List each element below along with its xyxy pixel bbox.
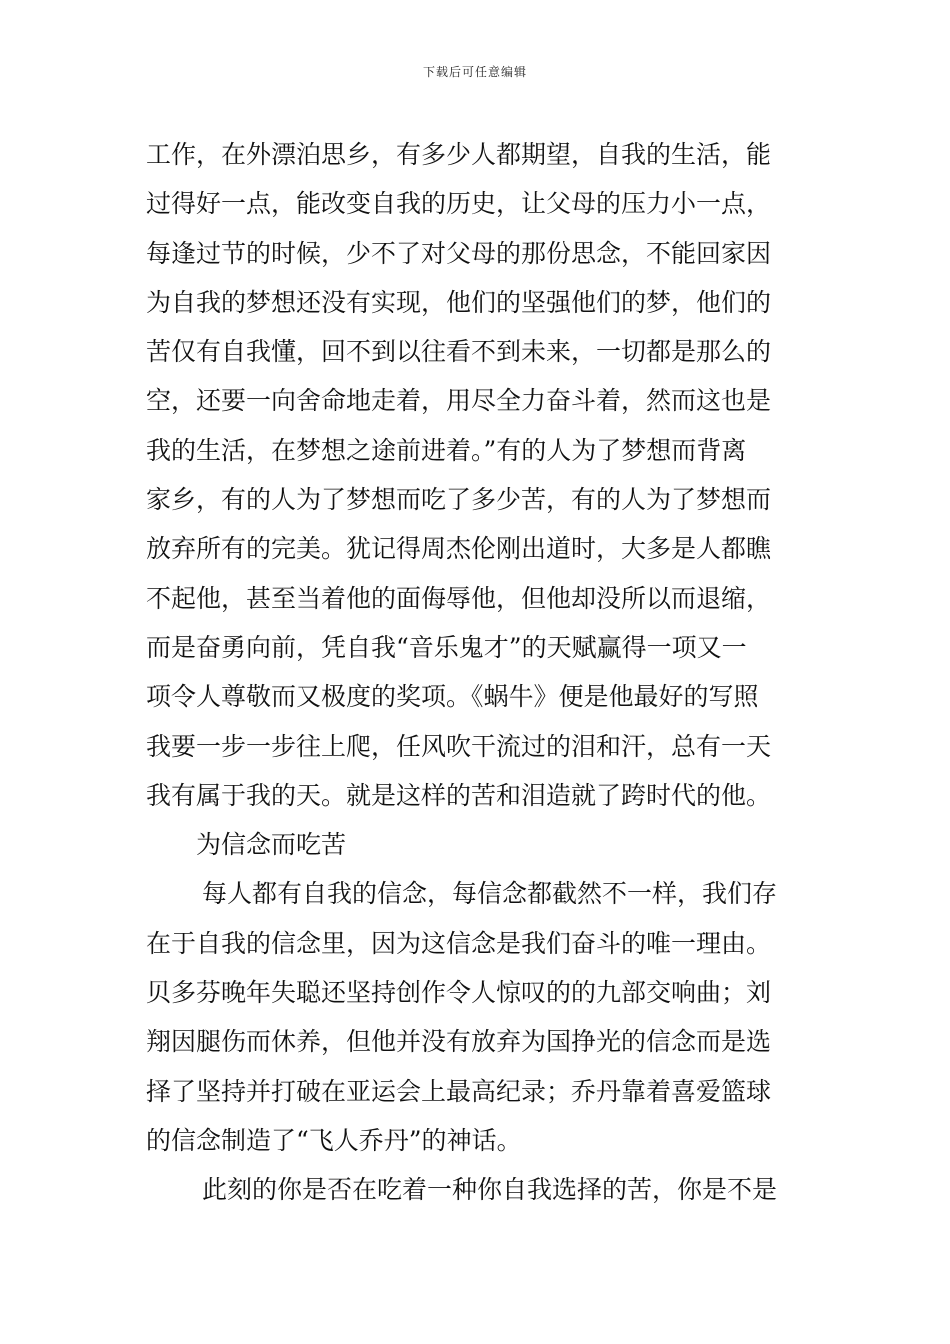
text-line: 每逢过节的时候，少不了对父母的那份思念，不能回家因 (146, 238, 772, 268)
text-line: 家乡，有的人为了梦想而吃了多少苦，有的人为了梦想而 (146, 485, 772, 515)
body-text (146, 130, 810, 1215)
text-line: 苦仅有自我懂，回不到以往看不到未来，一切都是那么的 (146, 337, 772, 367)
text-line: 择了坚持并打破在亚运会上最高纪录；乔丹靠着喜爱篮球 (146, 1076, 772, 1106)
text-line: 的信念制造了“飞人乔丹”的神话。 (146, 1125, 522, 1155)
section-heading: 为信念而吃苦 (196, 830, 347, 860)
text-line: 我的生活，在梦想之途前进着。”有的人为了梦想而背离 (146, 435, 747, 465)
text-line: 我要一步一步往上爬，任风吹干流过的泪和汗，总有一天 (146, 731, 772, 761)
text-line: 我有属于我的天。就是这样的苦和泪造就了跨时代的他。 (146, 780, 772, 810)
text-line: 翔因腿伤而休养，但他并没有放弃为国挣光的信念而是选 (146, 1027, 772, 1057)
text-line: 每人都有自我的信念，每信念都截然不一样，我们存 (202, 879, 778, 909)
text-line: 在于自我的信念里，因为这信念是我们奋斗的唯一理由。 (146, 928, 772, 958)
text-line: 放弃所有的完美。犹记得周杰伦刚出道时，大多是人都瞧 (146, 534, 772, 564)
text-line: 贝多芬晚年失聪还坚持创作令人惊叹的的九部交响曲；刘 (146, 978, 772, 1008)
text-line: 过得好一点，能改变自我的历史，让父母的压力小一点， (146, 189, 772, 219)
page-header: 下载后可任意编辑 (422, 65, 527, 79)
text-line: 为自我的梦想还没有实现，他们的坚强他们的梦，他们的 (146, 287, 772, 317)
text-line: 而是奋勇向前，凭自我“音乐鬼才”的天赋赢得一项又一 (146, 632, 747, 662)
text-line: 不起他，甚至当着他的面侮辱他，但他却没所以而退缩， (146, 583, 772, 613)
text-line: 工作，在外漂泊思乡，有多少人都期望，自我的生活，能 (146, 140, 772, 169)
text-line: 此刻的你是否在吃着一种你自我选择的苦，你是不是 (202, 1175, 778, 1205)
text-line: 项令人尊敬而又极度的奖项。《蜗牛》便是他最好的写照 (146, 682, 759, 712)
text-line: 空，还要一向舍命地走着，用尽全力奋斗着，然而这也是 (146, 386, 772, 416)
